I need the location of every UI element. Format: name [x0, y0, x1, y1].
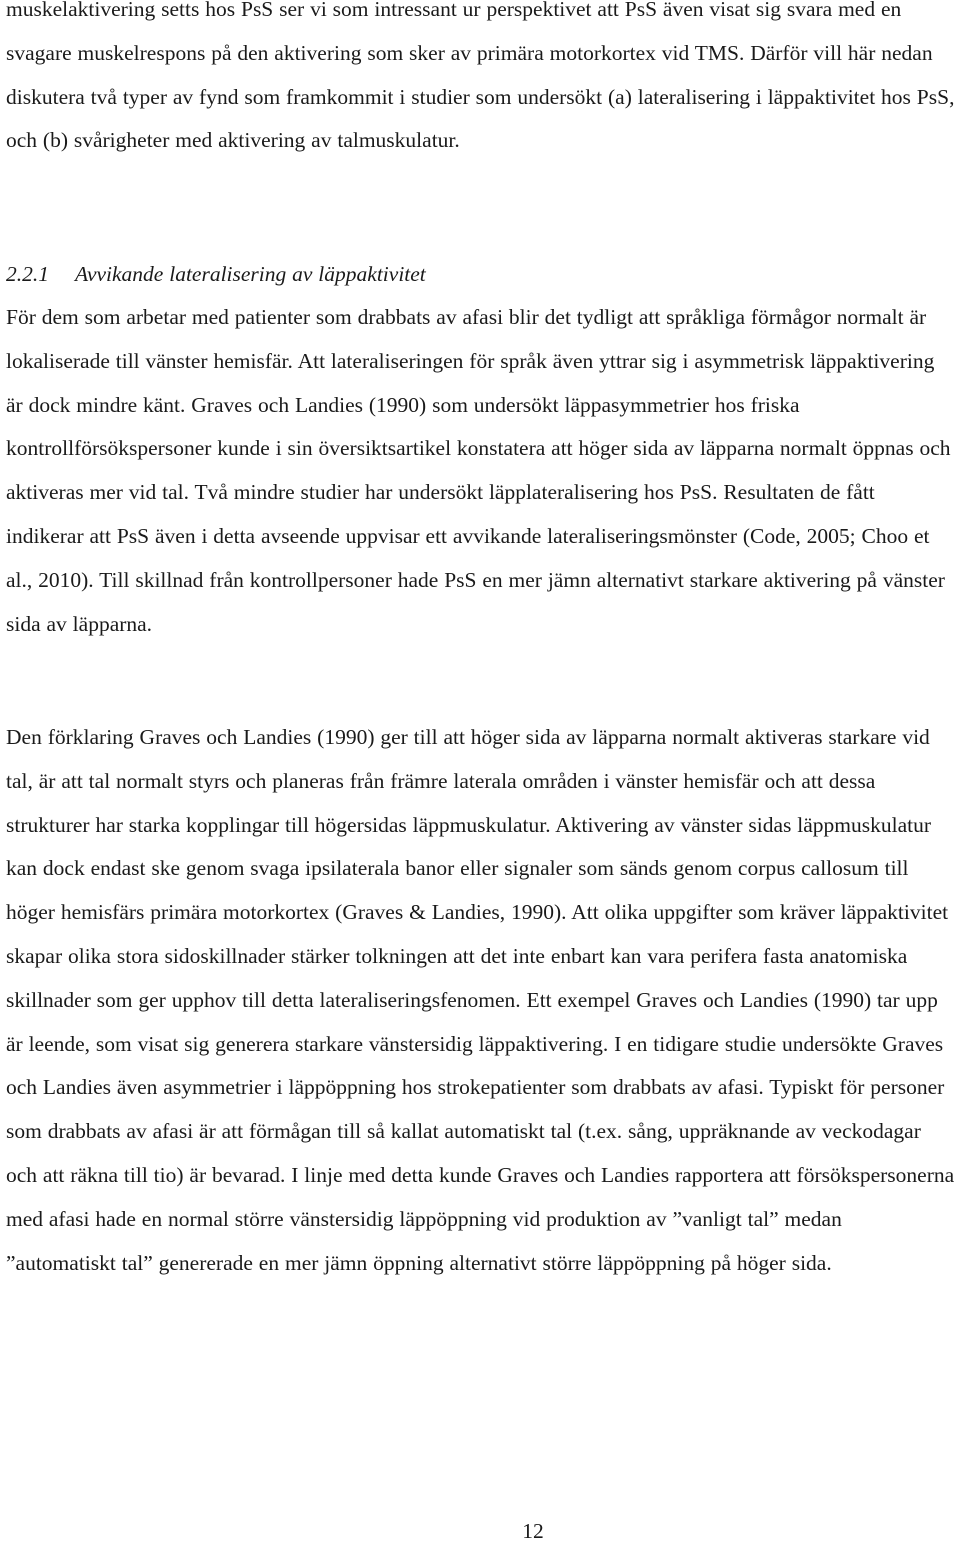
section-heading: [6, 252, 956, 296]
body-paragraph-2: Den förklaring Graves och Landies (1990) ger till att höger sida av läpparna normalt aktiveras starkare vid tal, är att tal normalt styrs och planeras från främre laterala områden i vänster hemisfär och att dessa strukturer har starka kopplingar till högersidas läppmuskulatur. Aktivering av vänster sidas läppmuskulatur kan dock endast ske genom svaga ipsilaterala banor eller signaler som sänds genom corpus callosum till höger hemisfärs primära motorkortex (Graves & Landies, 1990). Att olika uppgifter som kräver läppaktivitet skapar olika stora sidoskillnader stärker tolkningen att det inte enbart kan vara perifera fasta anatomiska skillnader som ger upphov till detta lateraliseringsfenomen. Ett exempel Graves och Landies (1990) tar upp är leende, som visat sig generera starkare vänstersidig läppaktivering. I en tidigare studie undersökte Graves och Landies även asymmetrier i läppöppning hos strokepatienter som drabbats av afasi. Typiskt för personer som drabbats av afasi är att förmågan till så kallat automatiskt tal (t.ex. sång, uppräknande av veckodagar och att räkna till tio) är bevarad. I linje med detta kunde Graves och Landies rapportera att försökspersonerna med afasi hade en normal större vänstersidig läppöppning vid produktion av ”vanligt tal” medan ”automatiskt tal” genererade en mer jämn öppning alternativt större läppöppning på höger sida.: [6, 725, 955, 1275]
intro-paragraph: muskelaktivering setts hos PsS ser vi som intressant ur perspektivet att PsS även visat sig svara med en svagare muskelrespons på den aktivering som sker av primära motorkortex vid TMS. Därför vill här nedan diskutera två typer av fynd som framkommit i studier som undersökt (a) lateralisering i läppaktivitet hos PsS, och (b) svårigheter med aktivering av talmuskulatur.: [6, 0, 955, 153]
page-number: 12: [522, 1519, 544, 1543]
body-paragraph-1: För dem som arbetar med patienter som drabbats av afasi blir det tydligt att språkliga förmågor normalt är lokaliserade till vänster hemisfär. Att lateraliseringen för språk även yttrar sig i asymmetrisk läppaktivering är dock mindre känt. Graves och Landies (1990) som undersökt läppasymmetrier hos friska kontrollförsökspersoner kunde i sin översiktsartikel konstatera att höger sida av läpparna normalt öppnas och aktiveras mer vid tal. Två mindre studier har undersökt läpplateralisering hos PsS. Resultaten de fått indikerar att PsS även i detta avseende uppvisar ett avvikande lateraliseringsmönster (Code, 2005; Choo et al., 2010). Till skillnad från kontrollpersoner hade PsS en mer jämn alternativt starkare aktivering på vänster sida av läpparna.: [6, 305, 951, 636]
section-number: 2.2.1: [6, 262, 49, 286]
section-title: Avvikande lateralisering av läppaktivitet: [75, 262, 426, 286]
